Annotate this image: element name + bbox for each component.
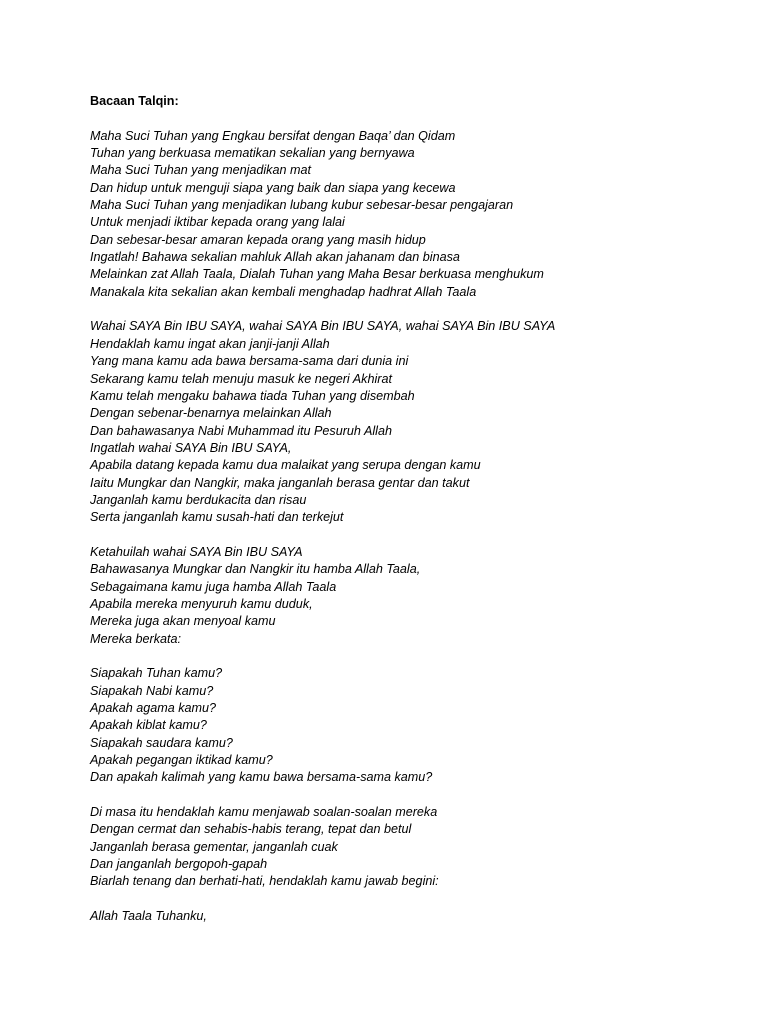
text-line: Maha Suci Tuhan yang Engkau bersifat dengan Baqa’ dan Qidam: [90, 128, 456, 143]
text-line: Wahai SAYA Bin IBU SAYA, wahai SAYA Bin IBU SAYA, wahai SAYA Bin IBU SAYA: [90, 319, 556, 334]
text-line: Maha Suci Tuhan yang menjadikan lubang kubur sebesar-besar pengajaran: [90, 198, 514, 213]
text-line: Mereka juga akan menyoal kamu: [90, 614, 276, 629]
text-line: Dan janganlah bergopoh-gapah: [90, 857, 268, 872]
text-line: Dan apakah kalimah yang kamu bawa bersama-sama kamu?: [90, 770, 433, 785]
text-line: Allah Taala Tuhanku,: [90, 909, 207, 924]
text-line: Ingatlah wahai SAYA Bin IBU SAYA,: [90, 440, 292, 455]
stanza: [90, 544, 730, 648]
text-line: Ketahuilah wahai SAYA Bin IBU SAYA: [90, 544, 303, 559]
text-line: Dan sebesar-besar amaran kepada orang yang masih hidup: [90, 232, 426, 247]
text-line: Apakah agama kamu?: [90, 701, 217, 716]
text-line: Biarlah tenang dan berhati-hati, hendaklah kamu jawab begini:: [90, 874, 439, 889]
text-line: Tuhan yang berkuasa mematikan sekalian yang bernyawa: [90, 146, 415, 161]
stanza: [90, 804, 730, 891]
stanza: [90, 908, 730, 925]
stanza: [90, 665, 730, 786]
text-line: Siapakah Tuhan kamu?: [90, 666, 223, 681]
text-line: Mereka berkata:: [90, 631, 181, 646]
text-line: Dengan cermat dan sehabis-habis terang, tepat dan betul: [90, 822, 412, 837]
text-line: Apabila mereka menyuruh kamu duduk,: [90, 596, 313, 611]
document-body: [90, 93, 730, 926]
text-line: Melainkan zat Allah Taala, Dialah Tuhan yang Maha Besar berkuasa menghukum: [90, 267, 544, 282]
text-line: Apakah kiblat kamu?: [90, 718, 207, 733]
document-title: Bacaan Talqin:: [90, 94, 179, 108]
stanza: [90, 318, 730, 526]
text-line: Yang mana kamu ada bawa bersama-sama dari dunia ini: [90, 354, 409, 369]
text-line: Maha Suci Tuhan yang menjadikan mat: [90, 163, 311, 178]
stanza-list: [90, 128, 730, 926]
text-line: Dengan sebenar-benarnya melainkan Allah: [90, 406, 332, 421]
text-line: Dan hidup untuk menguji siapa yang baik dan siapa yang kecewa: [90, 180, 456, 195]
text-line: Dan bahawasanya Nabi Muhammad itu Pesuruh Allah: [90, 423, 392, 438]
text-line: Siapakah saudara kamu?: [90, 735, 233, 750]
stanza: [90, 128, 730, 301]
text-line: Kamu telah mengaku bahawa tiada Tuhan yang disembah: [90, 388, 415, 403]
text-line: Iaitu Mungkar dan Nangkir, maka janganlah berasa gentar dan takut: [90, 475, 470, 490]
text-line: Ingatlah! Bahawa sekalian mahluk Allah akan jahanam dan binasa: [90, 250, 460, 265]
text-line: Apakah pegangan iktikad kamu?: [90, 753, 273, 768]
text-line: Sebagaimana kamu juga hamba Allah Taala: [90, 579, 337, 594]
text-line: Sekarang kamu telah menuju masuk ke negeri Akhirat: [90, 371, 392, 386]
text-line: Janganlah kamu berdukacita dan risau: [90, 492, 307, 507]
text-line: Apabila datang kepada kamu dua malaikat yang serupa dengan kamu: [90, 458, 481, 473]
text-line: Janganlah berasa gementar, janganlah cuak: [90, 839, 338, 854]
text-line: Di masa itu hendaklah kamu menjawab soalan-soalan mereka: [90, 805, 438, 820]
text-line: Bahawasanya Mungkar dan Nangkir itu hamba Allah Taala,: [90, 562, 421, 577]
text-line: Manakala kita sekalian akan kembali menghadap hadhrat Allah Taala: [90, 284, 477, 299]
text-line: Hendaklah kamu ingat akan janji-janji Allah: [90, 336, 330, 351]
text-line: Siapakah Nabi kamu?: [90, 683, 214, 698]
text-line: Serta janganlah kamu susah-hati dan terkejut: [90, 510, 344, 525]
text-line: Untuk menjadi iktibar kepada orang yang lalai: [90, 215, 345, 230]
